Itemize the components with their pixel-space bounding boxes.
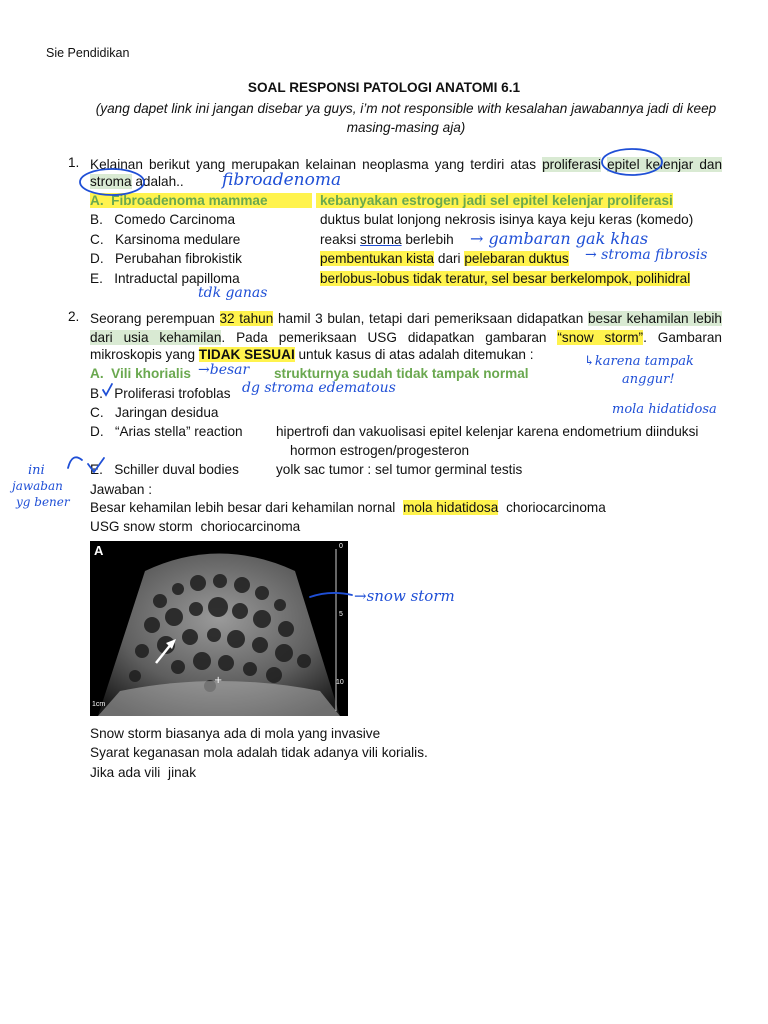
q2-option-d-note: hipertrofi dan vakuolisasi epitel kelenjar karena endometrium diinduksi	[276, 424, 699, 439]
q2-stem-line3: mikroskopis yang TIDAK SESUAI untuk kasus di atas adalah ditemukan :	[90, 347, 534, 362]
scale-label: 1cm	[92, 701, 106, 708]
note-line2: Syarat keganasan mola adalah tidak adanya vili korialis.	[90, 745, 428, 760]
ink-circle-stroma	[80, 169, 144, 195]
q1-option-b-note: duktus bulat lonjong nekrosis isinya kaya keju keras (komedo)	[320, 212, 694, 227]
q1-option-c-note: reaksi stroma berlebih	[320, 232, 454, 247]
answer-line2: USG snow storm choriocarcinoma	[90, 519, 301, 534]
q1-option-a-note: kebanyakan estrogen jadi sel epitel kelenjar proliferasi	[316, 193, 673, 208]
depth-tick-5: 5	[339, 611, 343, 618]
q1-stem-line1: Kelainan berikut yang merupakan kelainan neoplasma yang terdiri atas proliferasi epitel kelenjar dan	[90, 157, 723, 172]
ink-dg-stroma-edematous: dg stroma edematous	[242, 380, 396, 396]
q1-option-e-note: berlobus-lobus tidak teratur, sel besar berkelompok, polihidral	[320, 271, 691, 286]
q2-option-d: D. “Arias stella” reaction	[90, 424, 243, 439]
q1-option-a: A. Fibroadenoma mammae	[90, 193, 312, 208]
ink-gambaran-gak-khas: → gambaran gak khas	[470, 229, 649, 248]
answer-line1: Besar kehamilan lebih besar dari kehamilan nornal mola hidatidosa choriocarcinoma	[90, 500, 606, 515]
ink-arrow-swoosh	[68, 457, 82, 468]
ink-fibroadenoma: fibroadenoma	[222, 170, 342, 190]
depth-tick-10: 10	[336, 679, 344, 686]
depth-tick-0: 0	[339, 543, 343, 550]
q2-option-e: E. Schiller duval bodies	[90, 462, 239, 477]
q1-option-d: D. Perubahan fibrokistik	[90, 251, 242, 266]
page-subtitle: (yang dapet link ini jangan disebar ya guys, i’m not responsible with kesalahan jawabannya jadi di keep masing-masing aja)	[95, 101, 717, 135]
answer-heading: Jawaban :	[90, 482, 152, 497]
q1-option-b: B. Comedo Carcinoma	[90, 212, 236, 227]
q2-option-c: C. Jaringan desidua	[90, 405, 219, 420]
ink-besar: →besar	[198, 362, 250, 378]
q1-stem-line2: stroma adalah..	[90, 174, 184, 189]
ink-anggur: anggur!	[622, 372, 675, 387]
header-org: Sie Pendidikan	[46, 46, 130, 60]
note-line3: Jika ada vili jinak	[90, 765, 197, 780]
note-line1: Snow storm biasanya ada di mola yang invasive	[90, 726, 381, 741]
ink-yg-bener: yg bener	[16, 495, 70, 509]
q2-stem-line2: dari usia kehamilan. Pada pemeriksaan USG didapatkan gambaran “snow storm”. Gambaran	[90, 330, 722, 345]
ink-mola-hidatidosa: mola hidatidosa	[612, 402, 717, 417]
ink-check-b	[103, 384, 112, 395]
q2-number: 2.	[68, 309, 80, 324]
ink-jawaban: jawaban	[12, 479, 63, 493]
page-title: SOAL RESPONSI PATOLOGI ANATOMI 6.1	[247, 80, 521, 95]
ink-karena-tampak: ↳karena tampak	[584, 354, 694, 369]
q1-option-c: C. Karsinoma medulare	[90, 232, 241, 247]
q2-option-a: A. Vili khorialis	[90, 366, 191, 381]
q1-option-e: E. Intraductal papilloma	[90, 271, 240, 286]
panel-letter: A	[94, 543, 104, 558]
q1-number: 1.	[68, 155, 80, 170]
ink-snow-storm: →snow storm	[354, 587, 455, 605]
ink-arrow-snowstorm	[310, 593, 352, 597]
q1-option-d-note: pembentukan kista dari pelebaran duktus	[320, 251, 569, 266]
ink-stroma-fibrosis: → stroma fibrosis	[585, 247, 708, 263]
ink-ini: ini	[28, 463, 45, 478]
q2-option-d-note-line2: hormon estrogen/progesteron	[290, 443, 470, 458]
q2-stem-line1: Seorang perempuan 32 tahun hamil 3 bulan, tetapi dari pemeriksaan didapatkan besar kehamilan lebih	[90, 311, 722, 326]
q2-option-a-note: strukturnya sudah tidak tampak normal	[274, 366, 529, 381]
ink-tdk-ganas: tdk ganas	[198, 285, 268, 301]
ink-check-e	[88, 458, 104, 472]
svg-text:+: +	[214, 675, 223, 686]
q2-option-e-note: yolk sac tumor : sel tumor germinal testis	[276, 462, 523, 477]
q2-option-b: B. Proliferasi trofoblas	[90, 386, 231, 401]
ink-circle-epitel	[602, 149, 662, 175]
